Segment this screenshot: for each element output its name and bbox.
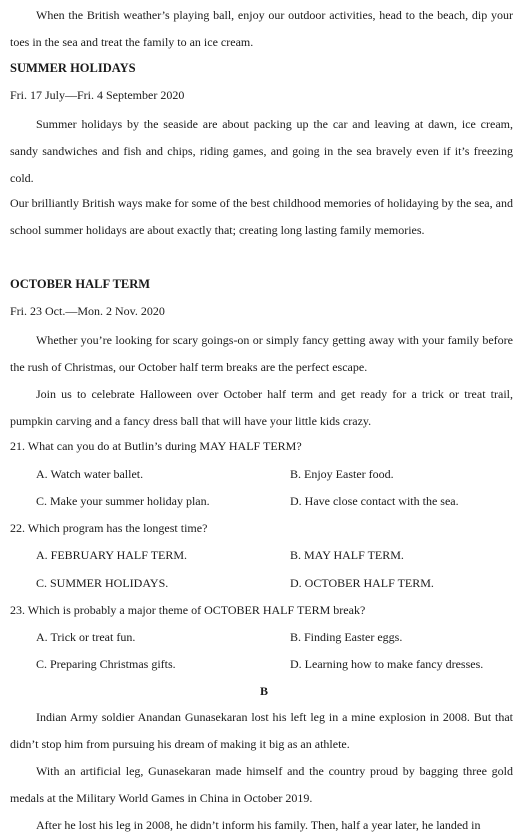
option-b[interactable]: B. Enjoy Easter food. (290, 467, 394, 481)
section-dates-october: Fri. 23 Oct.—Mon. 2 Nov. 2020 (10, 304, 165, 318)
october-paragraph-2: Join us to celebrate Halloween over October half term and get ready for a trick or treat trail, pumpkin carving and a fancy dress ball that will have your little kids crazy. (10, 387, 513, 429)
passage-b-label: B (259, 684, 268, 698)
passage-b-paragraph-3: After he lost his leg in 2008, he didn’t inform his family. Then, half a year later, he landed in (36, 818, 481, 832)
option-c[interactable]: C. SUMMER HOLIDAYS. (36, 576, 169, 590)
option-d[interactable]: D. Have close contact with the sea. (290, 494, 459, 508)
summer-paragraph-2: Our brilliantly British ways make for some of the best childhood memories of holidaying by the sea, and school summer holidays are about exactly that; creating long lasting family memories. (10, 196, 513, 238)
section-heading-summer: SUMMER HOLIDAYS (10, 61, 136, 75)
option-d[interactable]: D. Learning how to make fancy dresses. (290, 657, 484, 671)
question-stem: 22. Which program has the longest time? (10, 521, 208, 535)
option-c[interactable]: C. Make your summer holiday plan. (36, 494, 210, 508)
section-dates-summer: Fri. 17 July—Fri. 4 September 2020 (10, 88, 185, 102)
passage-b-paragraph-1: Indian Army soldier Anandan Gunasekaran lost his left leg in a mine explosion in 2008. But that didn’t stop him from pursuing his dream of making it big as an athlete. (10, 710, 513, 752)
option-d[interactable]: D. OCTOBER HALF TERM. (290, 576, 434, 590)
summer-paragraph-1: Summer holidays by the seaside are about packing up the car and leaving at dawn, ice cream, sandy sandwiches and fish and chips, riding games, and going in the sea bravely even if it’s freezing cold. (10, 117, 513, 186)
option-a[interactable]: A. Watch water ballet. (36, 467, 144, 481)
question-stem: 21. What can you do at Butlin’s during MAY HALF TERM? (10, 439, 302, 453)
october-paragraph-1: Whether you’re looking for scary goings-on or simply fancy getting away with your family before the rush of Christmas, our October half term breaks are the perfect escape. (10, 333, 513, 375)
intro-paragraph: When the British weather’s playing ball, enjoy our outdoor activities, head to the beach, dip your toes in the sea and treat the family to an ice cream. (10, 8, 513, 50)
passage-b-paragraph-2: With an artificial leg, Gunasekaran made himself and the country proud by bagging three gold medals at the Military World Games in China in October 2019. (10, 764, 513, 806)
option-c[interactable]: C. Preparing Christmas gifts. (36, 657, 176, 671)
option-a[interactable]: A. FEBRUARY HALF TERM. (36, 548, 188, 562)
question-stem: 23. Which is probably a major theme of OCTOBER HALF TERM break? (10, 603, 366, 617)
option-b[interactable]: B. Finding Easter eggs. (290, 630, 403, 644)
section-heading-october: OCTOBER HALF TERM (10, 277, 151, 291)
option-b[interactable]: B. MAY HALF TERM. (290, 548, 404, 562)
option-a[interactable]: A. Trick or treat fun. (36, 630, 136, 644)
